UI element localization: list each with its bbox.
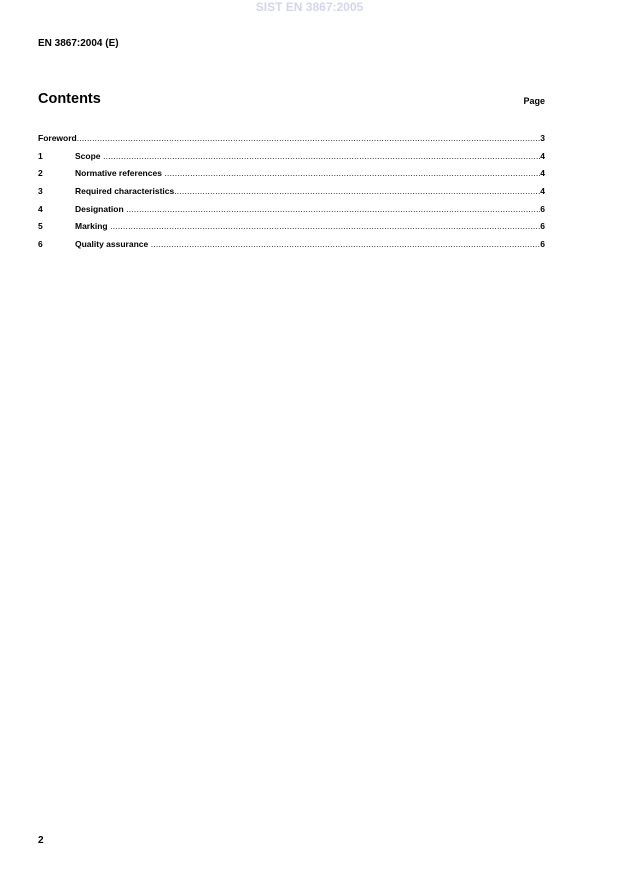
- toc-entry-page: 6: [540, 239, 545, 250]
- toc-entry-marking[interactable]: [38, 221, 545, 239]
- watermark: SIST EN 3867:2005: [255, 0, 364, 14]
- toc-entry-page: 4: [540, 150, 545, 161]
- toc-entry-title: Marking: [75, 221, 108, 232]
- toc-leader-dots: [148, 239, 540, 249]
- toc-entry-number: 4: [38, 203, 43, 214]
- toc-leader-dots: [108, 221, 541, 231]
- toc-entry-page: 3: [540, 133, 545, 143]
- toc-entry-scope[interactable]: [38, 151, 545, 169]
- page-number: 2: [38, 835, 44, 846]
- toc-entry-title: Foreword: [38, 133, 77, 143]
- toc-entry-title: Normative references: [75, 168, 162, 179]
- toc-leader-dots: [77, 133, 541, 143]
- toc-leader-dots: [101, 151, 541, 161]
- toc-entry-required-characteristics[interactable]: [38, 186, 545, 204]
- toc-entry-number: 6: [38, 239, 43, 250]
- toc-entry-normative-references[interactable]: [38, 168, 545, 186]
- toc-entry-title: Scope: [75, 150, 101, 161]
- toc-entry-number: 2: [38, 168, 43, 179]
- toc-entry-page: 4: [540, 186, 545, 197]
- toc-leader-dots: [124, 204, 541, 214]
- toc-entry-quality-assurance[interactable]: [38, 239, 545, 257]
- toc-entry-number: 3: [38, 186, 43, 197]
- toc-leader-dots: [162, 168, 540, 178]
- toc-entry-designation[interactable]: [38, 204, 545, 222]
- toc-entry-foreword[interactable]: [38, 133, 545, 151]
- toc-entry-page: 6: [540, 203, 545, 214]
- toc-entry-page: 4: [540, 168, 545, 179]
- toc-entry-number: 5: [38, 221, 43, 232]
- toc-entry-title: Quality assurance: [75, 239, 149, 250]
- document-id: EN 3867:2004 (E): [38, 38, 119, 49]
- toc-entry-title: Designation: [75, 203, 124, 214]
- contents-heading: Contents: [38, 91, 101, 107]
- table-of-contents: [38, 133, 545, 257]
- page-column-label: Page: [523, 96, 545, 106]
- toc-entry-title: Required characteristics: [75, 186, 175, 197]
- toc-leader-dots: [174, 186, 540, 196]
- toc-entry-page: 6: [540, 221, 545, 232]
- toc-entry-number: 1: [38, 150, 43, 161]
